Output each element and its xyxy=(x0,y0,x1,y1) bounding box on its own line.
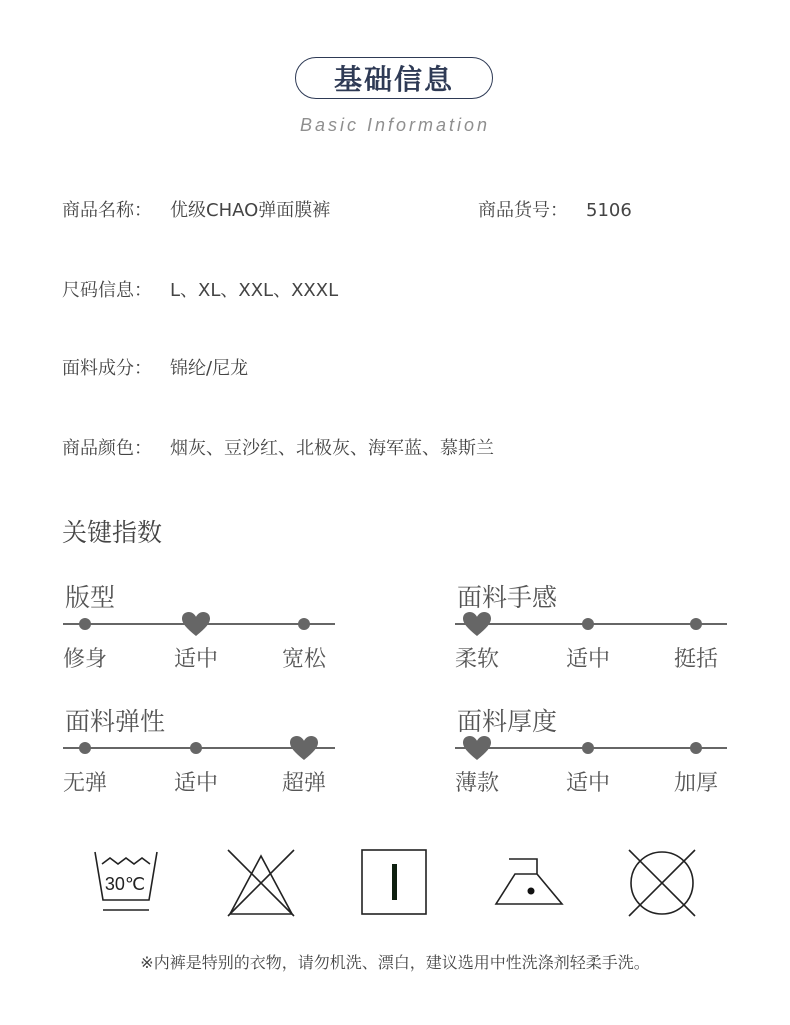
gauge-title: 面料弹性 xyxy=(65,707,166,736)
gauge-label-mid: 适中 xyxy=(565,647,611,672)
info-value-name: 优级CHAO弹面膜裤 xyxy=(170,200,331,221)
heart-marker-icon xyxy=(462,611,492,637)
gauge-label-min: 修身 xyxy=(62,647,108,672)
gauge-stop-dot xyxy=(690,742,702,754)
section-title-pill xyxy=(295,57,493,99)
gauge-label-mid: 适中 xyxy=(565,771,611,796)
gauge-stop-dot xyxy=(582,618,594,630)
gauge-hand-feel xyxy=(455,578,727,688)
gauge-elasticity xyxy=(63,702,335,812)
gauge-stop-dot xyxy=(79,742,91,754)
info-value-color: 烟灰、豆沙红、北极灰、海军蓝、慕斯兰 xyxy=(170,438,494,459)
wash-temperature: 30℃ xyxy=(104,874,146,894)
info-row-size xyxy=(62,276,338,302)
gauge-title: 面料手感 xyxy=(457,583,558,612)
gauge-label-min: 柔软 xyxy=(454,647,500,672)
info-label-color: 商品颜色： xyxy=(62,438,152,459)
gauge-label-max: 挺括 xyxy=(673,647,719,672)
gauge-stop-dot xyxy=(690,618,702,630)
gauge-stop-dot xyxy=(190,742,202,754)
info-value-fabric: 锦纶/尼龙 xyxy=(170,358,249,379)
info-label-fabric: 面料成分： xyxy=(62,358,152,379)
heart-marker-icon xyxy=(462,735,492,761)
gauge-stop-dot xyxy=(79,618,91,630)
gauge-title: 版型 xyxy=(65,583,116,612)
info-row-color xyxy=(62,434,494,460)
info-value-size: L、XL、XXL、XXXL xyxy=(170,280,339,301)
gauge-label-max: 加厚 xyxy=(673,771,719,796)
no-bleach-icon xyxy=(226,848,296,918)
heart-marker-icon xyxy=(181,611,211,637)
gauge-stop-dot xyxy=(298,618,310,630)
info-label-sku: 商品货号： xyxy=(478,200,568,221)
info-row-sku xyxy=(478,196,632,222)
care-note: ※内裤是特别的衣物，请勿机洗、漂白，建议选用中性洗涤剂轻柔手洗。 xyxy=(140,953,650,972)
gauge-fit xyxy=(63,578,335,688)
gauge-label-max: 宽松 xyxy=(281,647,327,672)
gauge-label-mid: 适中 xyxy=(173,647,219,672)
line-dry-icon xyxy=(361,849,429,917)
info-label-name: 商品名称： xyxy=(62,200,152,221)
info-label-size: 尺码信息： xyxy=(62,280,152,301)
gauge-label-mid: 适中 xyxy=(173,771,219,796)
section-subtitle: Basic Information xyxy=(299,115,491,135)
section-title: 基础信息 xyxy=(333,63,454,96)
iron-low-icon xyxy=(493,856,565,908)
info-row-fabric xyxy=(62,354,248,380)
gauge-label-min: 无弹 xyxy=(62,771,108,796)
gauge-thickness xyxy=(455,702,727,812)
key-index-heading: 关键指数 xyxy=(62,518,163,547)
wash-30-icon xyxy=(92,848,160,916)
heart-marker-icon xyxy=(289,735,319,761)
gauge-stop-dot xyxy=(582,742,594,754)
gauge-title: 面料厚度 xyxy=(457,707,558,736)
gauge-label-max: 超弹 xyxy=(281,771,327,796)
no-tumble-dry-icon xyxy=(627,848,697,918)
info-row-name xyxy=(62,196,330,222)
info-value-sku: 5106 xyxy=(586,200,632,221)
gauge-label-min: 薄款 xyxy=(454,771,500,796)
